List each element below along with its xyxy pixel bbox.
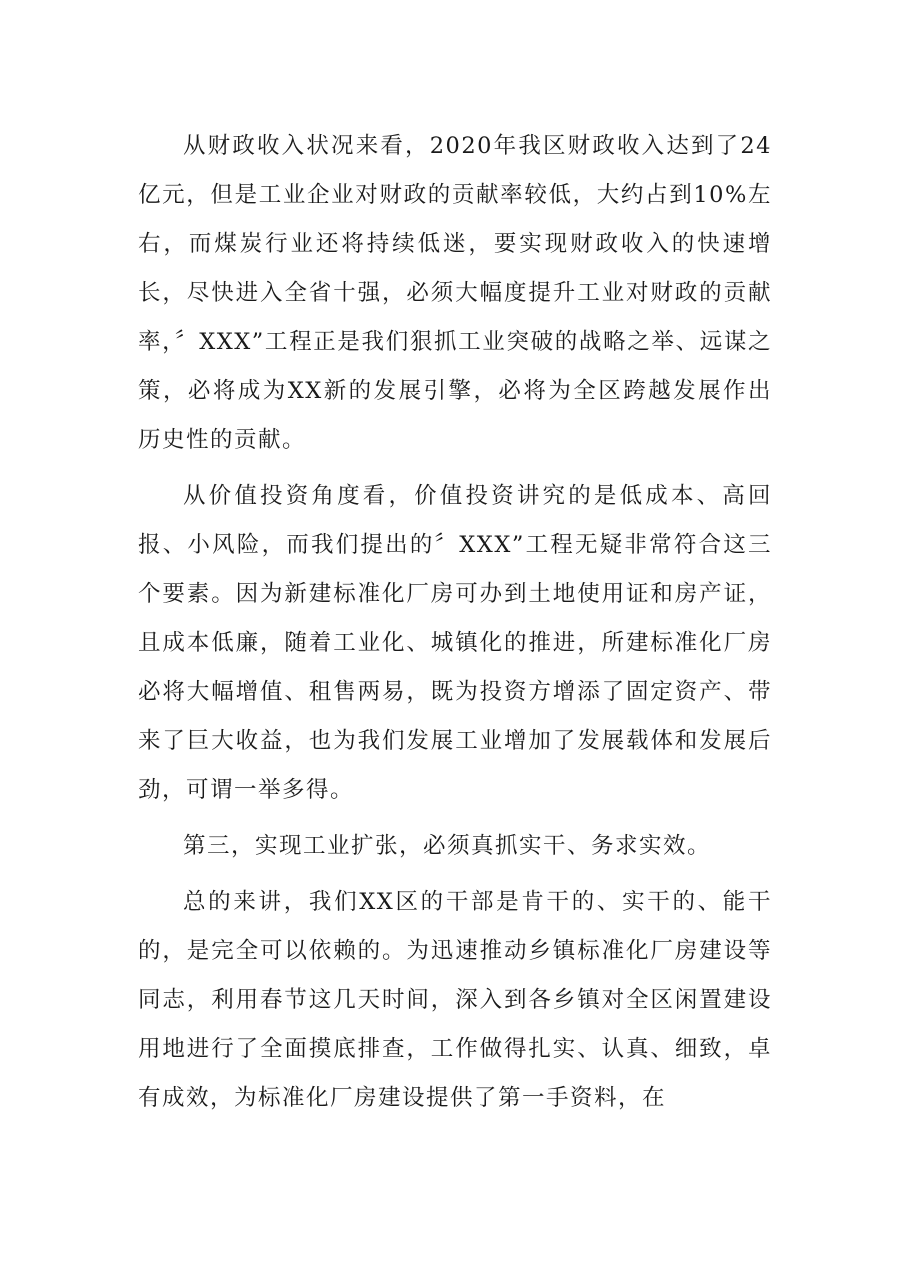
- document-body: [138, 122, 772, 1130]
- paragraph-section-three: 第三，实现工业扩张，必须真抓实干、务求实效。: [183, 833, 712, 859]
- paragraph-fiscal-revenue: 从财政收入状况来看，2020年我区财政收入达到了24亿元，但是工业企业对财政的贡献率较低，大约占到10%左右，而煤炭行业还将持续低迷，要实现财政收入的快速增长，尽快进入全省十强，必须大幅度提升工业对财政的贡献率，〞XXX”工程正是我们狠抓工业突破的战略之举、远谋之策，必将成为XX新的发展引擎，必将为全区跨越发展作出历史性的贡献。: [138, 133, 772, 453]
- paragraph-summary: 总的来讲，我们XX区的干部是肯干的、实干的、能干的，是完全可以依赖的。为迅速推动乡镇标准化厂房建设等同志，利用春节这几天时间，深入到各乡镇对全区闲置建设用地进行了全面摸底排查，工作做得扎实、认真、细致，卓有成效，为标准化厂房建设提供了第一手资料，在: [138, 889, 772, 1111]
- paragraph-value-investment: 从价值投资角度看，价值投资讲究的是低成本、高回报、小风险，而我们提出的〞XXX”工程无疑非常符合这三个要素。因为新建标准化厂房可办到土地使用证和房产证，且成本低廉，随着工业化、城镇化的推进，所建标准化厂房必将大幅增值、租售两易，既为投资方增添了固定资产、带来了巨大收益，也为我们发展工业增加了发展载体和发展后劲，可谓一举多得。: [138, 483, 772, 803]
